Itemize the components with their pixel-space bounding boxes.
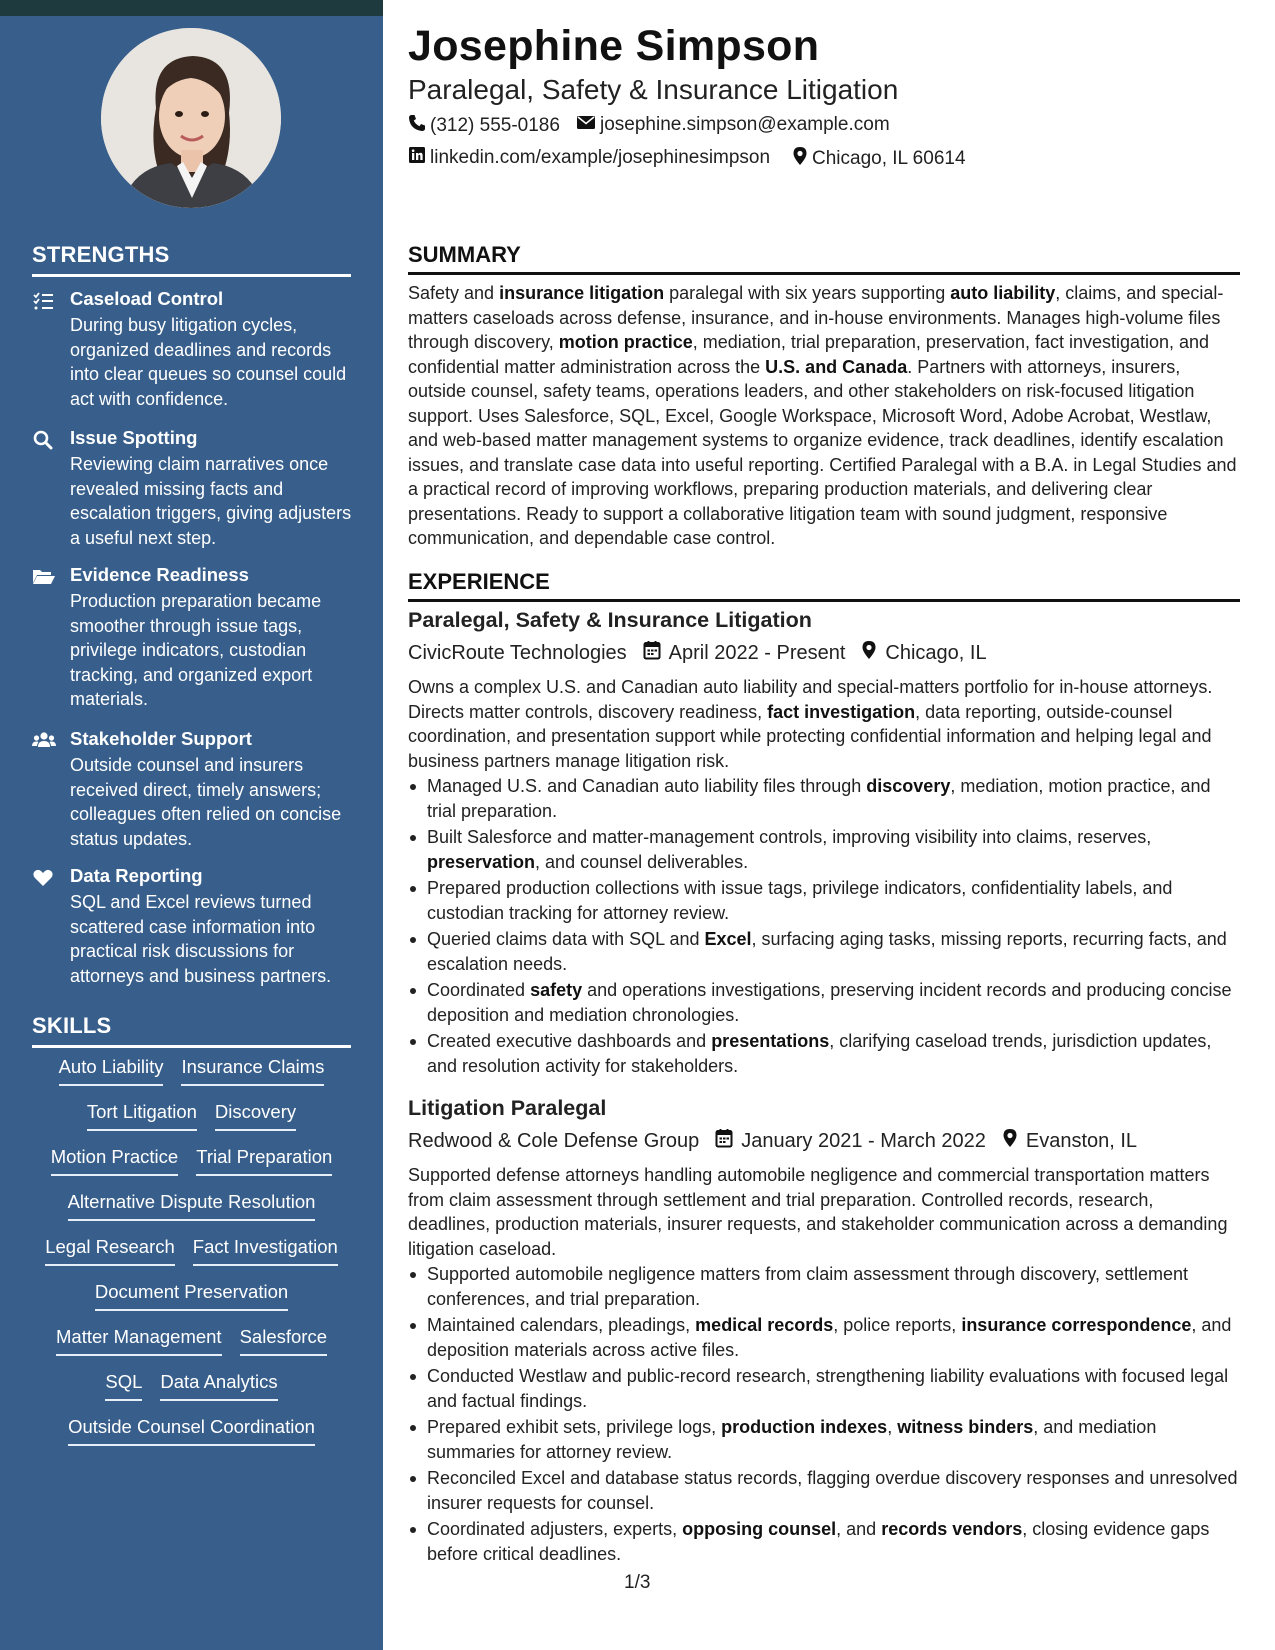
bullet-item: Conducted Westlaw and public-record research, strengthening liability evaluations with focused legal and factual findings. [408,1364,1240,1413]
experience-heading: EXPERIENCE [408,569,1240,602]
strength-description: Outside counsel and insurers received direct, timely answers; colleagues often relied on concise status updates. [70,755,342,849]
skill-row [32,1326,351,1371]
skill-tag: Data Analytics [160,1371,277,1401]
strength-title: Data Reporting [70,865,203,886]
job-bullets [408,774,1240,1080]
bullet-item: Queried claims data with SQL and Excel, surfacing aging tasks, missing reports, recurring facts, and escalation needs. [408,927,1240,976]
skill-tag: Auto Liability [59,1056,164,1086]
job-dates: April 2022 - Present [668,641,846,664]
candidate-name: Josephine Simpson [408,22,820,70]
bullet-item: Coordinated adjusters, experts, opposing counsel, and records vendors, closing evidence gaps before critical deadlines. [408,1517,1240,1566]
strength-title: Issue Spotting [70,427,198,448]
skill-tag: Fact Investigation [193,1236,338,1266]
profile-photo [101,28,281,208]
bullet-item: Coordinated safety and operations investigations, preserving incident records and producing concise deposition and mediation chronologies. [408,978,1240,1027]
strength-title: Caseload Control [70,288,224,309]
skill-tag: Matter Management [56,1326,222,1356]
strength-description: SQL and Excel reviews turned scattered case information into practical risk discussions for attorneys and business partners. [70,892,332,986]
strength-title: Evidence Readiness [70,564,249,585]
job-description: Owns a complex U.S. and Canadian auto liability and special-matters portfolio for in-house attorneys. Directs matter controls, discovery readiness, fact investigation, data reporting, outside-counsel coordination, and presentation support while protecting confidential information and helping legal and business partners manage litigation risk. [408,677,1213,771]
heart-icon [32,867,56,891]
skill-tag: Trial Preparation [196,1146,332,1176]
skills-list [32,1056,351,1461]
job-title: Paralegal, Safety & Insurance Litigation [408,608,812,632]
phone-number: (312) 555-0186 [430,115,560,136]
skill-tag: Document Preservation [95,1281,288,1311]
skill-row [32,1101,351,1146]
strength-title: Stakeholder Support [70,728,252,749]
job-bullets [408,1262,1240,1568]
skill-row [32,1056,351,1101]
map-pin-icon [986,1128,1026,1154]
skills-heading: SKILLS [32,1013,351,1048]
top-strip [0,0,383,16]
strength-description: During busy litigation cycles, organized deadlines and records into clear queues so counsel could act with confidence. [70,315,347,409]
search-icon [32,429,56,453]
email-contact[interactable] [576,114,890,136]
job-dates: January 2021 - March 2022 [741,1129,986,1152]
strength-description: Reviewing claim narratives once revealed missing facts and escalation triggers, giving adjusters a useful next step. [70,454,352,548]
skill-row [32,1236,351,1281]
skill-row [32,1371,351,1416]
skill-tag: Insurance Claims [181,1056,324,1086]
candidate-title: Paralegal, Safety & Insurance Litigation [408,74,899,105]
email-address[interactable]: josephine.simpson@example.com [600,114,890,135]
bullet-item: Prepared exhibit sets, privilege logs, production indexes, witness binders, and mediation summaries for attorney review. [408,1415,1240,1464]
phone-icon [408,114,430,138]
checklist-icon [32,290,56,314]
phone-contact [408,114,560,138]
envelope-icon [576,114,600,136]
skill-tag: Tort Litigation [87,1101,197,1131]
bullet-item: Maintained calendars, pleadings, medical records, police reports, insurance correspondence, and deposition materials across active files. [408,1313,1240,1362]
sidebar [0,0,383,1650]
job-location: Evanston, IL [1025,1129,1138,1152]
bullet-item: Prepared production collections with issue tags, privilege indicators, confidentiality labels, and custodian tracking for attorney review. [408,876,1240,925]
page-number: 1/3 [624,1572,651,1593]
location-contact [792,146,966,172]
company-name: Redwood & Cole Defense Group [408,1129,700,1152]
skill-row [32,1416,351,1461]
job-title: Litigation Paralegal [408,1096,607,1120]
folder-open-icon [32,566,56,590]
skill-tag: Outside Counsel Coordination [68,1416,315,1446]
bullet-item: Created executive dashboards and presentations, clarifying caseload trends, jurisdiction updates, and resolution activity for stakeholders. [408,1029,1240,1078]
map-pin-icon [845,640,885,666]
calendar-icon [627,640,669,666]
location-text: Chicago, IL 60614 [812,148,966,169]
bullet-item: Managed U.S. and Canadian auto liability files through discovery, mediation, motion practice, and trial preparation. [408,774,1240,823]
linkedin-url[interactable]: linkedin.com/example/josephinesimpson [430,147,771,168]
job-location: Chicago, IL [885,641,987,664]
skill-tag: Legal Research [45,1236,175,1266]
bullet-item: Supported automobile negligence matters from claim assessment through discovery, settlement conferences, and trial preparation. [408,1262,1240,1311]
bullet-item: Built Salesforce and matter-management controls, improving visibility into claims, reserves, preservation, and counsel deliverables. [408,825,1240,874]
job-meta [408,1128,1137,1154]
summary-heading: SUMMARY [408,242,1240,275]
users-icon [32,730,56,754]
skill-row [32,1281,351,1326]
skill-tag: Motion Practice [51,1146,179,1176]
strength-description: Production preparation became smoother through issue tags, privilege indicators, custodian tracking, and organized export materials. [70,591,322,709]
skill-tag: Salesforce [240,1326,327,1356]
job-meta [408,640,987,666]
skill-tag: SQL [105,1371,142,1401]
job-description: Supported defense attorneys handling automobile negligence and commercial transportation matters from claim assessment through settlement and trial preparation. Controlled records, research, deadlines, production materials, insurer requests, and stakeholder communication across a demanding litigation caseload. [408,1165,1228,1259]
calendar-icon [699,1128,741,1154]
skill-row [32,1146,351,1191]
summary-text: Safety and insurance litigation paralegal with six years supporting auto liability, claims, and special-matters caseloads across defense, insurance, and in-house environments. Manages high-volume files through discovery, motion practice, mediation, trial preparation, preservation, fact investigation, and confidential matter administration across the U.S. and Canada. Partners with attorneys, insurers, outside counsel, safety teams, operations leaders, and other stakeholders on risk-focused litigation support. Uses Salesforce, SQL, Excel, Google Workspace, Microsoft Word, Adobe Acrobat, Westlaw, and web-based matter management systems to organize evidence, track deadlines, identify escalation issues, and translate case data into useful reporting. Certified Paralegal with a B.A. in Legal Studies and a practical record of improving workflows, preparing production materials, and delivering clear presentations. Ready to support a collaborative litigation team with sound judgment, responsive communication, and dependable case control. [408,283,1237,548]
bullet-item: Reconciled Excel and database status records, flagging overdue discovery responses and unresolved insurer requests for counsel. [408,1466,1240,1515]
linkedin-icon [408,146,430,170]
company-name: CivicRoute Technologies [408,641,627,664]
skill-tag: Discovery [215,1101,296,1131]
skill-tag: Alternative Dispute Resolution [68,1191,316,1221]
skill-row [32,1191,351,1236]
linkedin-contact[interactable] [408,146,770,170]
map-pin-icon [792,146,812,172]
strengths-heading: STRENGTHS [32,242,351,277]
